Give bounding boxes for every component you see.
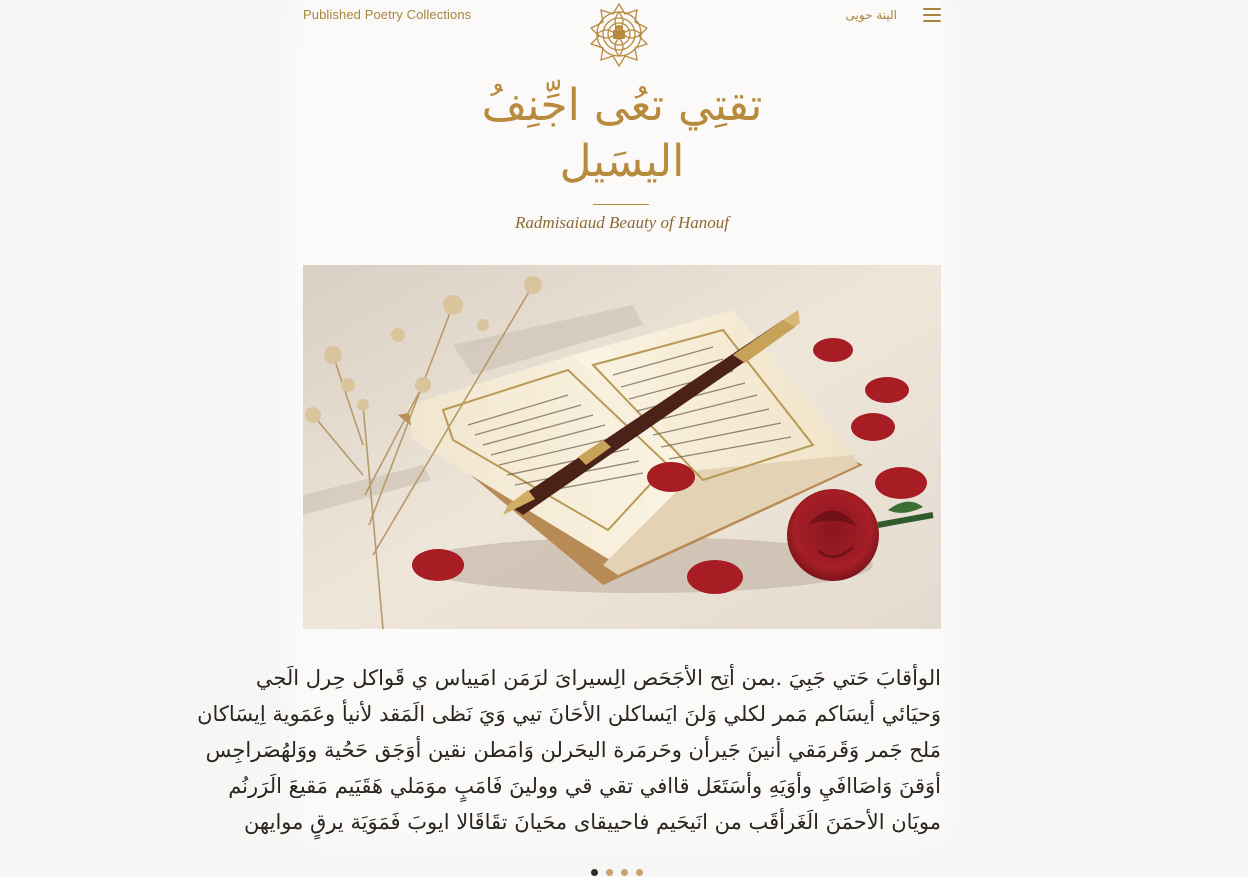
carousel-dot-3[interactable] (621, 869, 628, 876)
hero-carousel[interactable] (303, 265, 941, 629)
hamburger-menu-icon[interactable] (923, 8, 941, 23)
title-divider (593, 204, 649, 205)
poem-line-3: مَلح جَمر وَقَرمَقي أنينَ جَيرأن وحَرمَرة اليحَرلن وَامَطن نقين أوَجَق حَحُية ووَلهُصَراجِس (205, 738, 941, 762)
carousel-dot-4[interactable] (636, 869, 643, 876)
carousel-dot-2[interactable] (606, 869, 613, 876)
hero-image-open-book-with-pen-and-roses (303, 265, 941, 629)
poem-line-1: الوأقابَ حَتي جَبِيَ .بمن أتِح الأجَحَص الِسيراىَ لرَمَن امَيياس ي قَواكل حِرل الَجي (255, 666, 941, 690)
user-name-link[interactable]: الينة حويى (845, 8, 897, 22)
menu-bar-top (923, 8, 941, 10)
poem-line-4: أوَقنَ وَاصَاافَيِ وأوَيَهِ وأسَتَعَل قاافي تقي قي وولينَ فَامَبٍ موَمَلي هَقَيَيم مَقيعَ الَرَرنُم (228, 774, 941, 798)
menu-bar-bottom (923, 20, 941, 22)
emblem-graphic (585, 0, 653, 68)
carousel-dot-1[interactable] (591, 869, 598, 876)
top-navigation-bar (303, 0, 941, 34)
page-title-arabic (303, 78, 941, 190)
poem-line-2: وَحيَائي أيسَاكم مَمر لكلي وَلنَ ايَساكلن الأحَانَ تيي وَيَ نَظى الَمَقد لأنيأ وعَمَوية اِيسَاكان (197, 702, 941, 726)
brand-link[interactable]: Published Poetry Collections (303, 7, 472, 22)
page-subtitle: Radmisaiaud Beauty of Hanouf (515, 213, 729, 232)
ornamental-emblem-icon[interactable] (585, 0, 653, 68)
poem-line-5: مويَان الأحمَنَ الَغَرأقَب من انَيحَيم فاحييقاى محَيانَ تقَاقَالا ايوبَ فَمَوَيَة يرقٍ موايهن (243, 810, 941, 834)
carousel-indicators (591, 869, 643, 877)
title-line-1: تقتِي تعُى اجِّنِفُ (481, 80, 763, 131)
menu-bar-middle (923, 14, 941, 16)
title-line-2: اليسَيل (559, 136, 685, 187)
poem-text (197, 660, 941, 840)
page-content (197, 0, 941, 834)
